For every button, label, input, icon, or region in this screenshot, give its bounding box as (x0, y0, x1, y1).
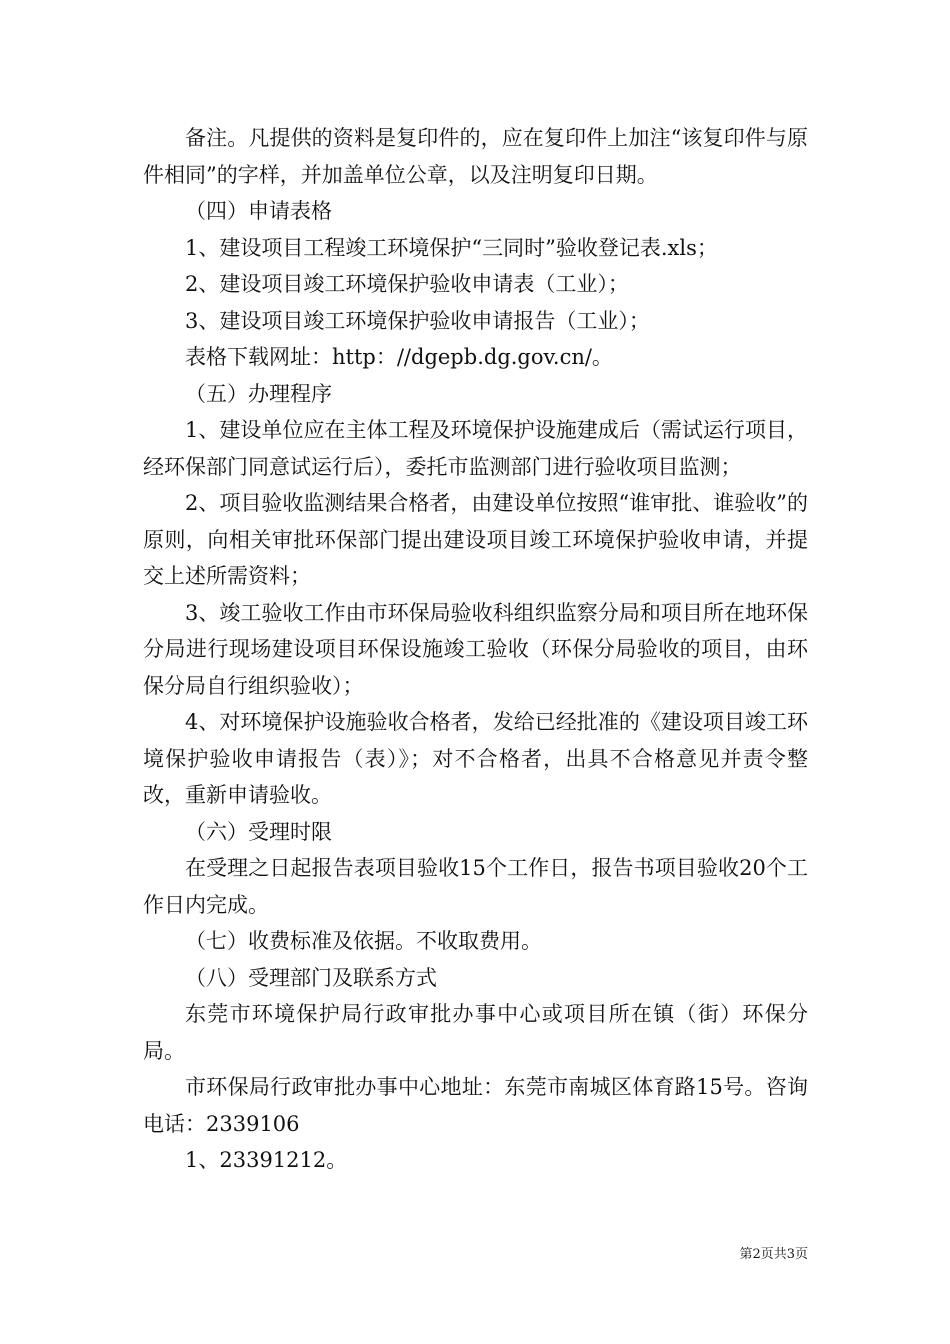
paragraph-procedure-2: 2、项目验收监测结果合格者，由建设单位按照“谁审批、谁验收”的原则，向相关审批环保部门提出建设项目竣工环境保护验收申请，并提交上述所需资料； (143, 491, 808, 588)
paragraph-procedure-1: 1、建设单位应在主体工程及环境保护设施建成后（需试运行项目，经环保部门同意试运行后），委托市监测部门进行验收项目监测； (143, 418, 808, 479)
paragraph-contact-address: 市环保局行政审批办事中心地址：东莞市南城区体育路15号。咨询电话：2339106 (143, 1075, 808, 1136)
document-body (143, 120, 808, 1179)
paragraph-contact-phone: 1、23391212。 (185, 1148, 348, 1172)
paragraph-time-limit: 在受理之日起报告表项目验收15个工作日，报告书项目验收20个工作日内完成。 (143, 856, 808, 917)
paragraph-download-url: 表格下载网址：http：//dgepb.dg.gov.cn/。 (185, 345, 613, 369)
paragraph-procedure-3: 3、竣工验收工作由市环保局验收科组织监察分局和项目所在地环保分局进行现场建设项目环保设施竣工验收（环保分局验收的项目，由环保分局自行组织验收）； (143, 600, 808, 698)
heading-procedure: （五）办理程序 (185, 381, 332, 406)
page-number: 第2页共3页 (739, 1247, 808, 1262)
paragraph-contact-department: 东莞市环境保护局行政审批办事中心或项目所在镇（街）环保分局。 (143, 1002, 808, 1063)
heading-time-limit: （六）受理时限 (185, 819, 332, 844)
heading-application-forms: （四）申请表格 (185, 199, 332, 223)
paragraph-note: 备注。凡提供的资料是复印件的，应在复印件上加注“该复印件与原件相同”的字样，并加盖单位公章，以及注明复印日期。 (143, 126, 808, 187)
paragraph-form-1: 1、建设项目工程竣工环境保护“三同时”验收登记表.xls； (185, 235, 718, 260)
paragraph-form-3: 3、建设项目竣工环境保护验收申请报告（工业）； (185, 308, 650, 333)
heading-contact: （八）受理部门及联系方式 (185, 965, 437, 990)
paragraph-fees: （七）收费标准及依据。不收取费用。 (185, 929, 542, 953)
paragraph-procedure-4: 4、对环境保护设施验收合格者，发给已经批准的《建设项目竣工环境保护验收申请报告（表）》；对不合格者，出具不合格意见并责令整改，重新申请验收。 (143, 710, 808, 807)
paragraph-form-2: 2、建设项目竣工环境保护验收申请表（工业）； (185, 272, 629, 296)
